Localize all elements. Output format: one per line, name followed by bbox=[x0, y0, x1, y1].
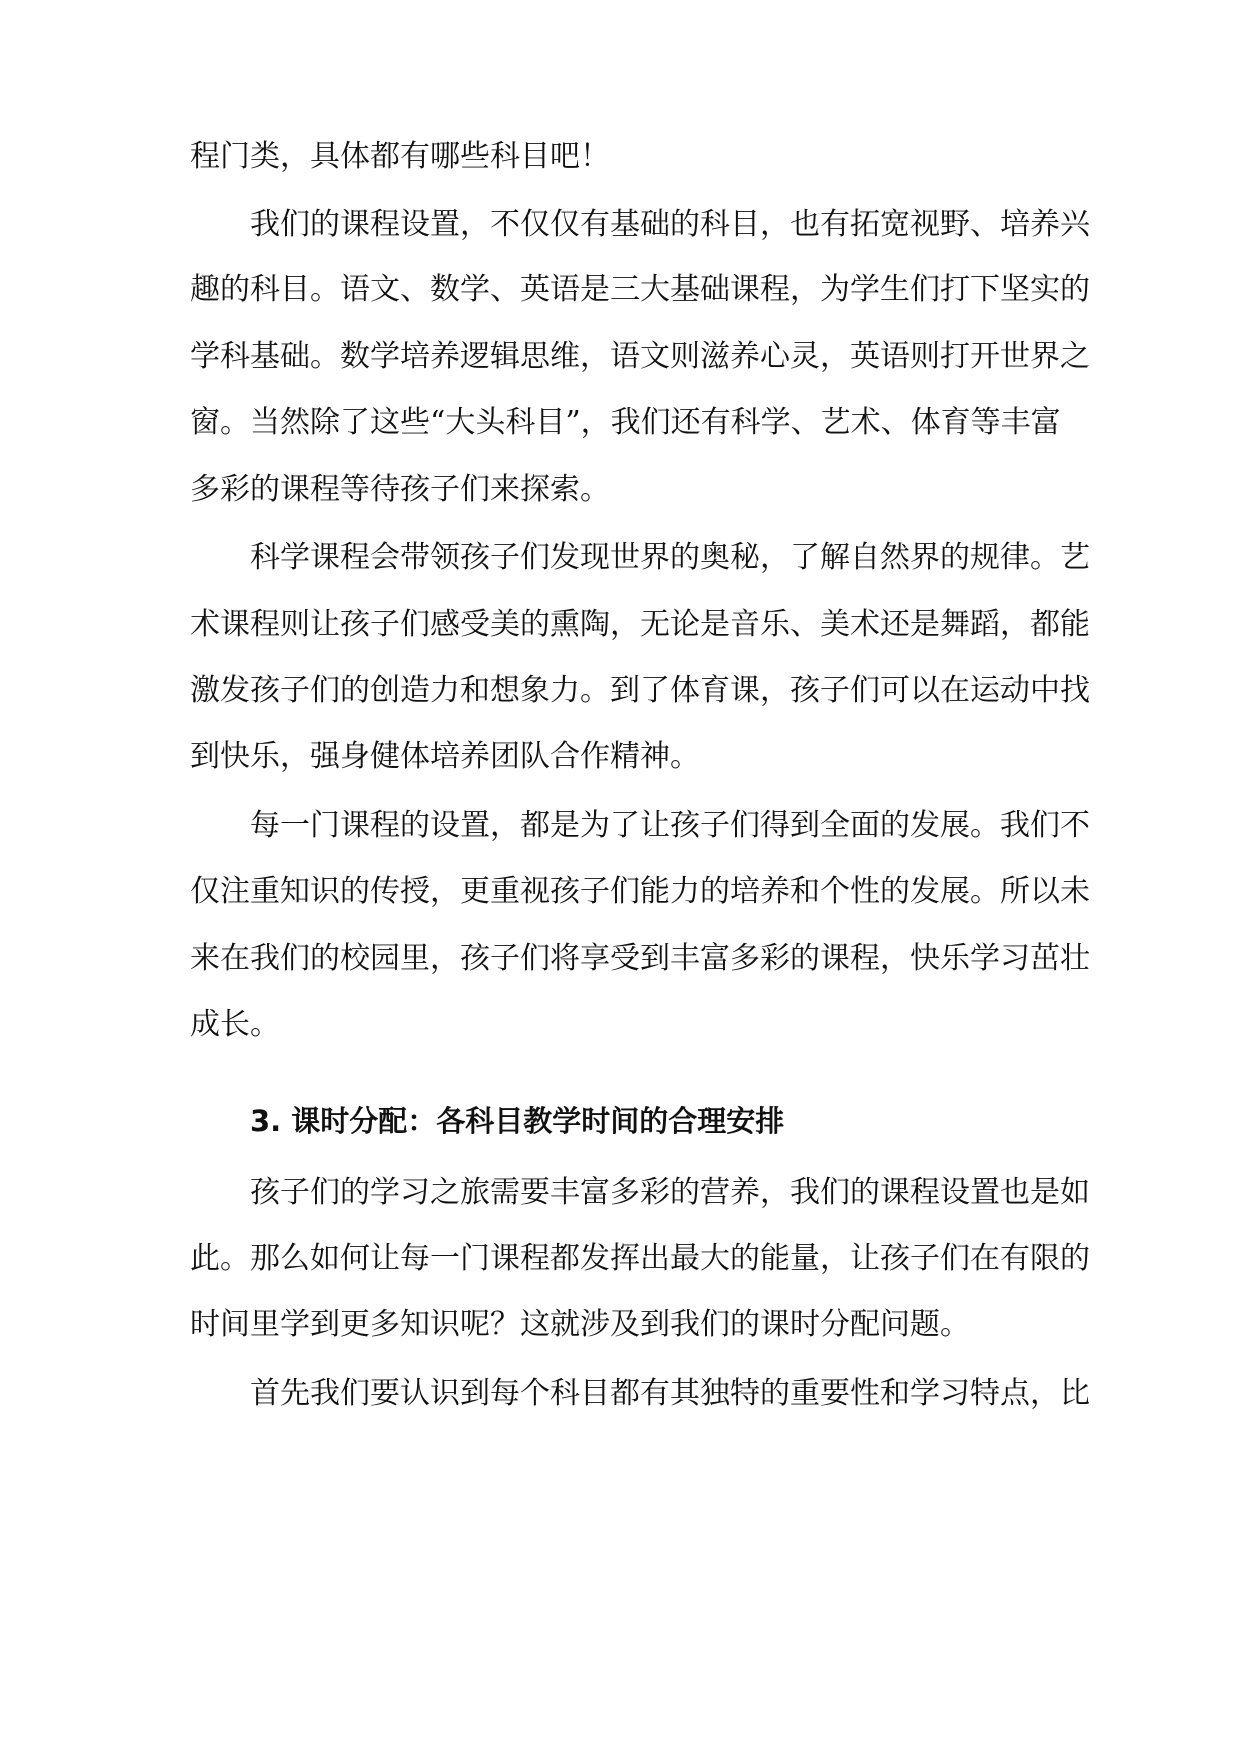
paragraph-line: 科学课程会带领孩子们发现世界的奥秘，了解自然界的规律。艺 bbox=[250, 540, 1090, 575]
paragraph-line: 孩子们的学习之旅需要丰富多彩的营养，我们的课程设置也是如 bbox=[250, 1175, 1090, 1210]
paragraph-line: 此。那么如何让每一门课程都发挥出最大的能量，让孩子们在有限的 bbox=[190, 1241, 1090, 1276]
paragraph-line: 术课程则让孩子们感受美的熏陶，无论是音乐、美术还是舞蹈，都能 bbox=[190, 607, 1090, 642]
paragraph-line: 到快乐，强身健体培养团队合作精神。 bbox=[190, 739, 700, 774]
paragraph-line: 多彩的课程等待孩子们来探索。 bbox=[190, 472, 610, 507]
paragraph-line: 趣的科目。语文、数学、英语是三大基础课程，为学生们打下坚实的 bbox=[190, 272, 1090, 307]
paragraph-line: 仅注重知识的传授，更重视孩子们能力的培养和个性的发展。所以未 bbox=[190, 874, 1090, 909]
section-heading: 3. 课时分配：各科目教学时间的合理安排 bbox=[250, 1104, 785, 1138]
paragraph-line: 窗。当然除了这些“大头科目”，我们还有科学、艺术、体育等丰富 bbox=[190, 405, 1061, 440]
paragraph-line: 首先我们要认识到每个科目都有其独特的重要性和学习特点，比 bbox=[250, 1376, 1090, 1411]
paragraph-line: 我们的课程设置，不仅仅有基础的科目，也有拓宽视野、培养兴 bbox=[250, 207, 1090, 242]
paragraph-line: 学科基础。数学培养逻辑思维，语文则滋养心灵，英语则打开世界之 bbox=[190, 339, 1090, 374]
paragraph-line: 时间里学到更多知识呢？这就涉及到我们的课时分配问题。 bbox=[190, 1307, 970, 1342]
paragraph-line: 成长。 bbox=[190, 1007, 280, 1042]
paragraph-line: 来在我们的校园里，孩子们将享受到丰富多彩的课程，快乐学习茁壮 bbox=[190, 941, 1090, 976]
paragraph-line: 每一门课程的设置，都是为了让孩子们得到全面的发展。我们不 bbox=[250, 808, 1090, 843]
paragraph-line: 程门类，具体都有哪些科目吧！ bbox=[190, 139, 610, 174]
paragraph-line: 激发孩子们的创造力和想象力。到了体育课，孩子们可以在运动中找 bbox=[190, 673, 1090, 708]
